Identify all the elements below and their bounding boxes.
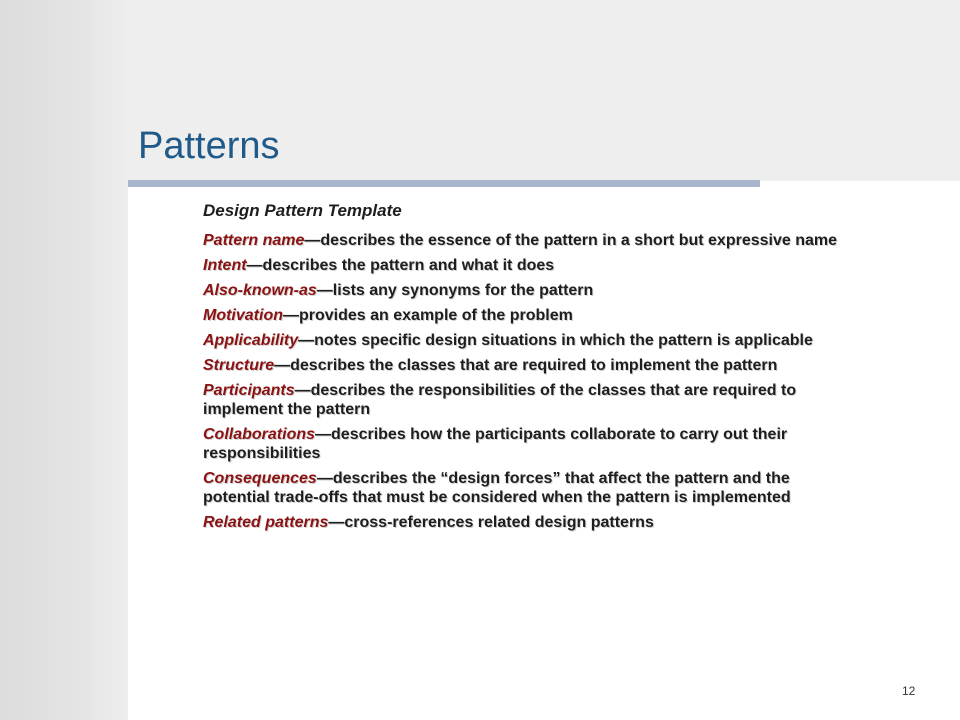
entry-also-known-as bbox=[203, 281, 858, 300]
entry-term: Participants bbox=[203, 382, 295, 399]
entry-structure bbox=[203, 356, 858, 375]
entry-term: Collaborations bbox=[203, 426, 316, 443]
entry-term: Motivation bbox=[203, 307, 283, 324]
template-entries bbox=[203, 231, 858, 532]
entry-collaborations bbox=[203, 425, 858, 463]
entry-description: —describes the responsibilities of the classes that are required to implement the pattern bbox=[203, 382, 797, 418]
entry-participants bbox=[203, 381, 858, 419]
entry-description: —describes the “design forces” that affect the pattern and the potential trade-offs that must be considered when the pattern is implemented bbox=[203, 470, 791, 506]
entry-pattern-name bbox=[203, 231, 858, 250]
entry-description: —describes the classes that are required to implement the pattern bbox=[274, 357, 778, 374]
entry-term: Consequences bbox=[203, 470, 317, 487]
entry-term: Also-known-as bbox=[203, 282, 317, 299]
left-decor-band bbox=[0, 0, 128, 720]
entry-term: Related patterns bbox=[203, 514, 329, 531]
slide-title: Patterns bbox=[138, 125, 280, 167]
page-number: 12 bbox=[902, 684, 916, 698]
entry-description: —describes the pattern and what it does bbox=[246, 257, 555, 274]
entry-description: —cross-references related design patterns bbox=[328, 514, 654, 531]
entry-term: Applicability bbox=[203, 332, 299, 349]
entry-description: —describes the essence of the pattern in a short but expressive name bbox=[304, 232, 837, 249]
entry-related-patterns bbox=[203, 513, 858, 532]
subheading: Design Pattern Template bbox=[203, 201, 402, 220]
entry-applicability bbox=[203, 331, 858, 350]
entry-term: Pattern name bbox=[203, 232, 305, 249]
entry-consequences bbox=[203, 469, 858, 507]
entry-description: —notes specific design situations in which the pattern is applicable bbox=[298, 332, 813, 349]
entry-intent bbox=[203, 256, 858, 275]
entry-motivation bbox=[203, 306, 858, 325]
entry-description: —lists any synonyms for the pattern bbox=[316, 282, 594, 299]
title-underline-rule bbox=[128, 180, 760, 187]
entry-term: Intent bbox=[203, 257, 247, 274]
entry-term: Structure bbox=[203, 357, 275, 374]
entry-description: —provides an example of the problem bbox=[283, 307, 573, 324]
slide-content bbox=[203, 200, 858, 538]
entry-description: —describes how the participants collaborate to carry out their responsibilities bbox=[203, 426, 788, 462]
